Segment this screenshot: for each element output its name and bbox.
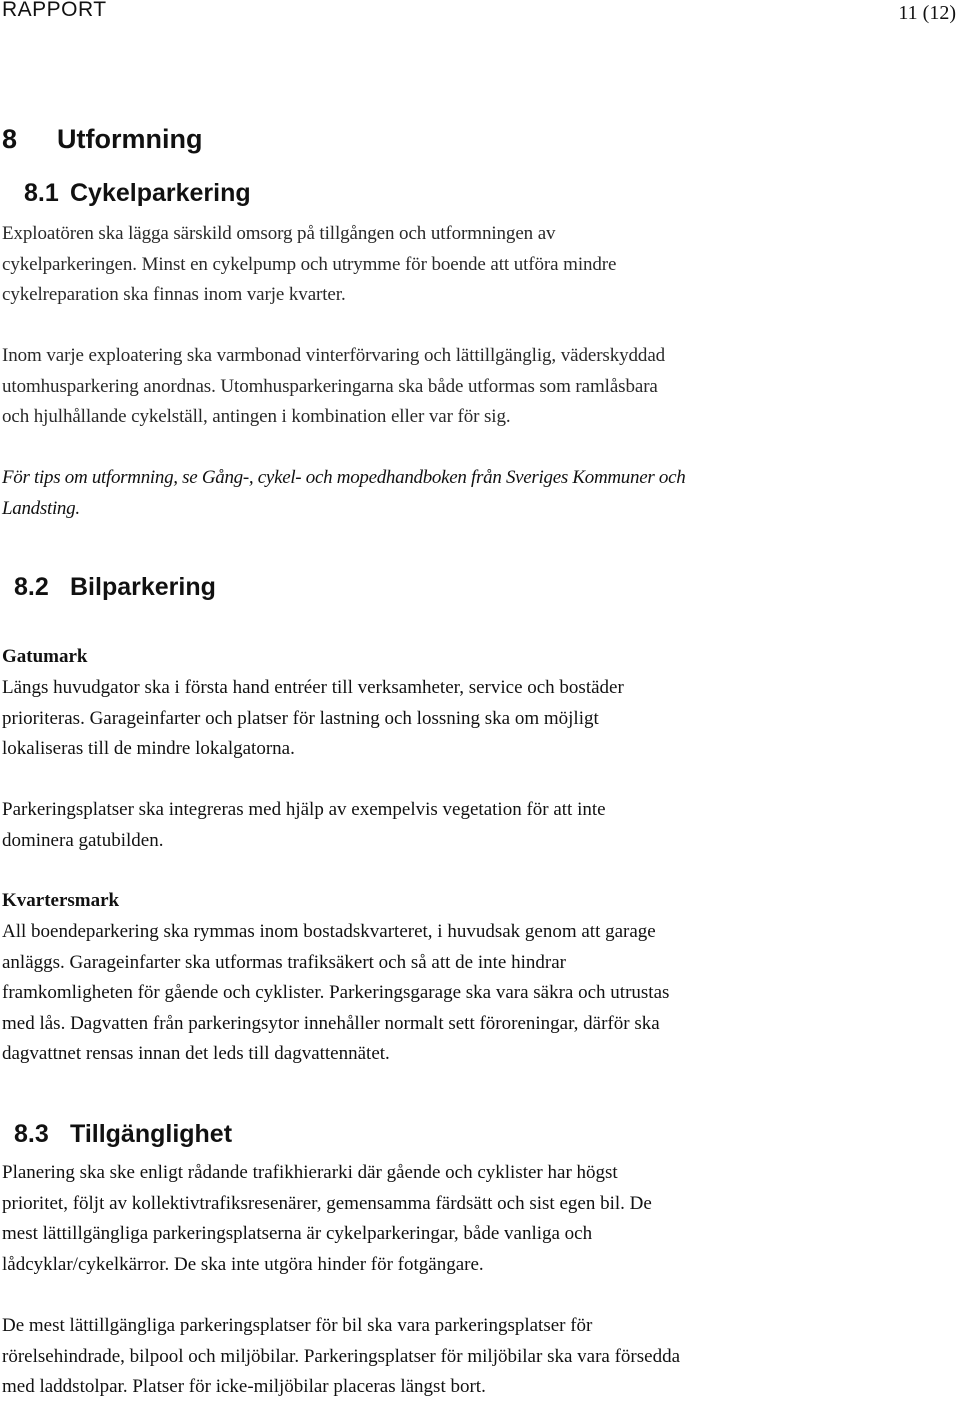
- text-line: prioritet, följt av kollektivtrafiksresenärer, gemensamma färdsätt och sist egen bil. De: [2, 1192, 652, 1214]
- section-8-number: 8: [2, 124, 18, 154]
- section-8-3-heading: [14, 1120, 232, 1149]
- text-line: cykelparkeringen. Minst en cykelpump och utrymme för boende att utföra mindre: [2, 253, 617, 275]
- section-8-2-title: Bilparkering: [70, 573, 216, 601]
- text-line: framkomligheten för gående och cyklister. Parkeringsgarage ska vara säkra och utrustas: [2, 982, 670, 1003]
- section-8-1-heading: [24, 179, 251, 208]
- cykelparkering-tips-note: [2, 463, 822, 524]
- text-line: prioriteras. Garageinfarter och platser för lastning och lossning ska om möjligt: [2, 707, 599, 729]
- kvartersmark-paragraph: [2, 917, 822, 1070]
- gatumark-paragraph-2: [2, 795, 802, 856]
- text-line: Längs huvudgator ska i första hand entréer till verksamheter, service och bostäder: [2, 677, 624, 698]
- text-line: med lås. Dagvatten från parkeringsytor innehåller normalt sett föroreningar, därför ska: [2, 1012, 660, 1034]
- section-8-heading: [2, 124, 202, 155]
- text-line: anläggs. Garageinfarter ska utformas trafiksäkert och så att de inte hindrar: [2, 951, 566, 973]
- section-8-title: Utformning: [57, 124, 203, 154]
- text-line: Landsting.: [2, 497, 80, 519]
- section-8-3-number: 8.3: [14, 1120, 49, 1148]
- tillganglighet-paragraph-2: [2, 1311, 822, 1403]
- text-line: lådcyklar/cykelkärror. De ska inte utgöra hinder för fotgängare.: [2, 1253, 484, 1275]
- text-line: dagvattnet rensas innan det leds till dagvattennätet.: [2, 1043, 390, 1064]
- text-line: rörelsehindrade, bilpool och miljöbilar. Parkeringsplatser för miljöbilar ska vara försedda: [2, 1345, 680, 1367]
- text-line: Parkeringsplatser ska integreras med hjälp av exempelvis vegetation för att inte: [2, 799, 606, 820]
- page-number: 11 (12): [898, 2, 956, 24]
- kvartersmark-subheading: Kvartersmark: [2, 890, 120, 911]
- text-line: Inom varje exploatering ska varmbonad vinterförvaring och lättillgänglig, väderskyddad: [2, 345, 666, 366]
- text-line: dominera gatubilden.: [2, 829, 164, 851]
- section-8-2-heading: [14, 573, 216, 602]
- text-line: För tips om utformning, se Gång-, cykel- och mopedhandboken från Sveriges Kommuner och: [2, 467, 686, 488]
- gatumark-paragraph-1: [2, 673, 802, 765]
- text-line: och hjulhållande cykelställ, antingen i kombination eller var för sig.: [2, 406, 511, 427]
- text-line: cykelreparation ska finnas inom varje kvarter.: [2, 284, 346, 305]
- document-type-label: RAPPORT: [2, 0, 107, 21]
- cykelparkering-paragraph-1: [2, 219, 802, 311]
- text-line: Planering ska ske enligt rådande trafikhierarki där gående och cyklister har högst: [2, 1162, 618, 1183]
- text-line: med laddstolpar. Platser för icke-miljöbilar placeras längst bort.: [2, 1376, 486, 1397]
- text-line: Exploatören ska lägga särskild omsorg på tillgången och utformningen av: [2, 223, 556, 244]
- text-line: mest lättillgängliga parkeringsplatserna är cykelparkeringar, både vanliga och: [2, 1223, 593, 1244]
- text-line: All boendeparkering ska rymmas inom bostadskvarteret, i huvudsak genom att garage: [2, 921, 656, 942]
- cykelparkering-paragraph-2: [2, 341, 822, 433]
- section-8-1-title: Cykelparkering: [70, 179, 251, 207]
- gatumark-subheading: Gatumark: [2, 646, 88, 667]
- section-8-2-number: 8.2: [14, 573, 49, 601]
- tillganglighet-paragraph-1: [2, 1158, 822, 1280]
- text-line: De mest lättillgängliga parkeringsplatser för bil ska vara parkeringsplatser för: [2, 1315, 593, 1336]
- text-line: lokaliseras till de mindre lokalgatorna.: [2, 738, 295, 759]
- text-line: utomhusparkering anordnas. Utomhusparkeringarna ska både utformas som ramlåsbara: [2, 375, 658, 397]
- section-8-1-number: 8.1: [24, 179, 59, 207]
- section-8-3-title: Tillgänglighet: [70, 1120, 233, 1148]
